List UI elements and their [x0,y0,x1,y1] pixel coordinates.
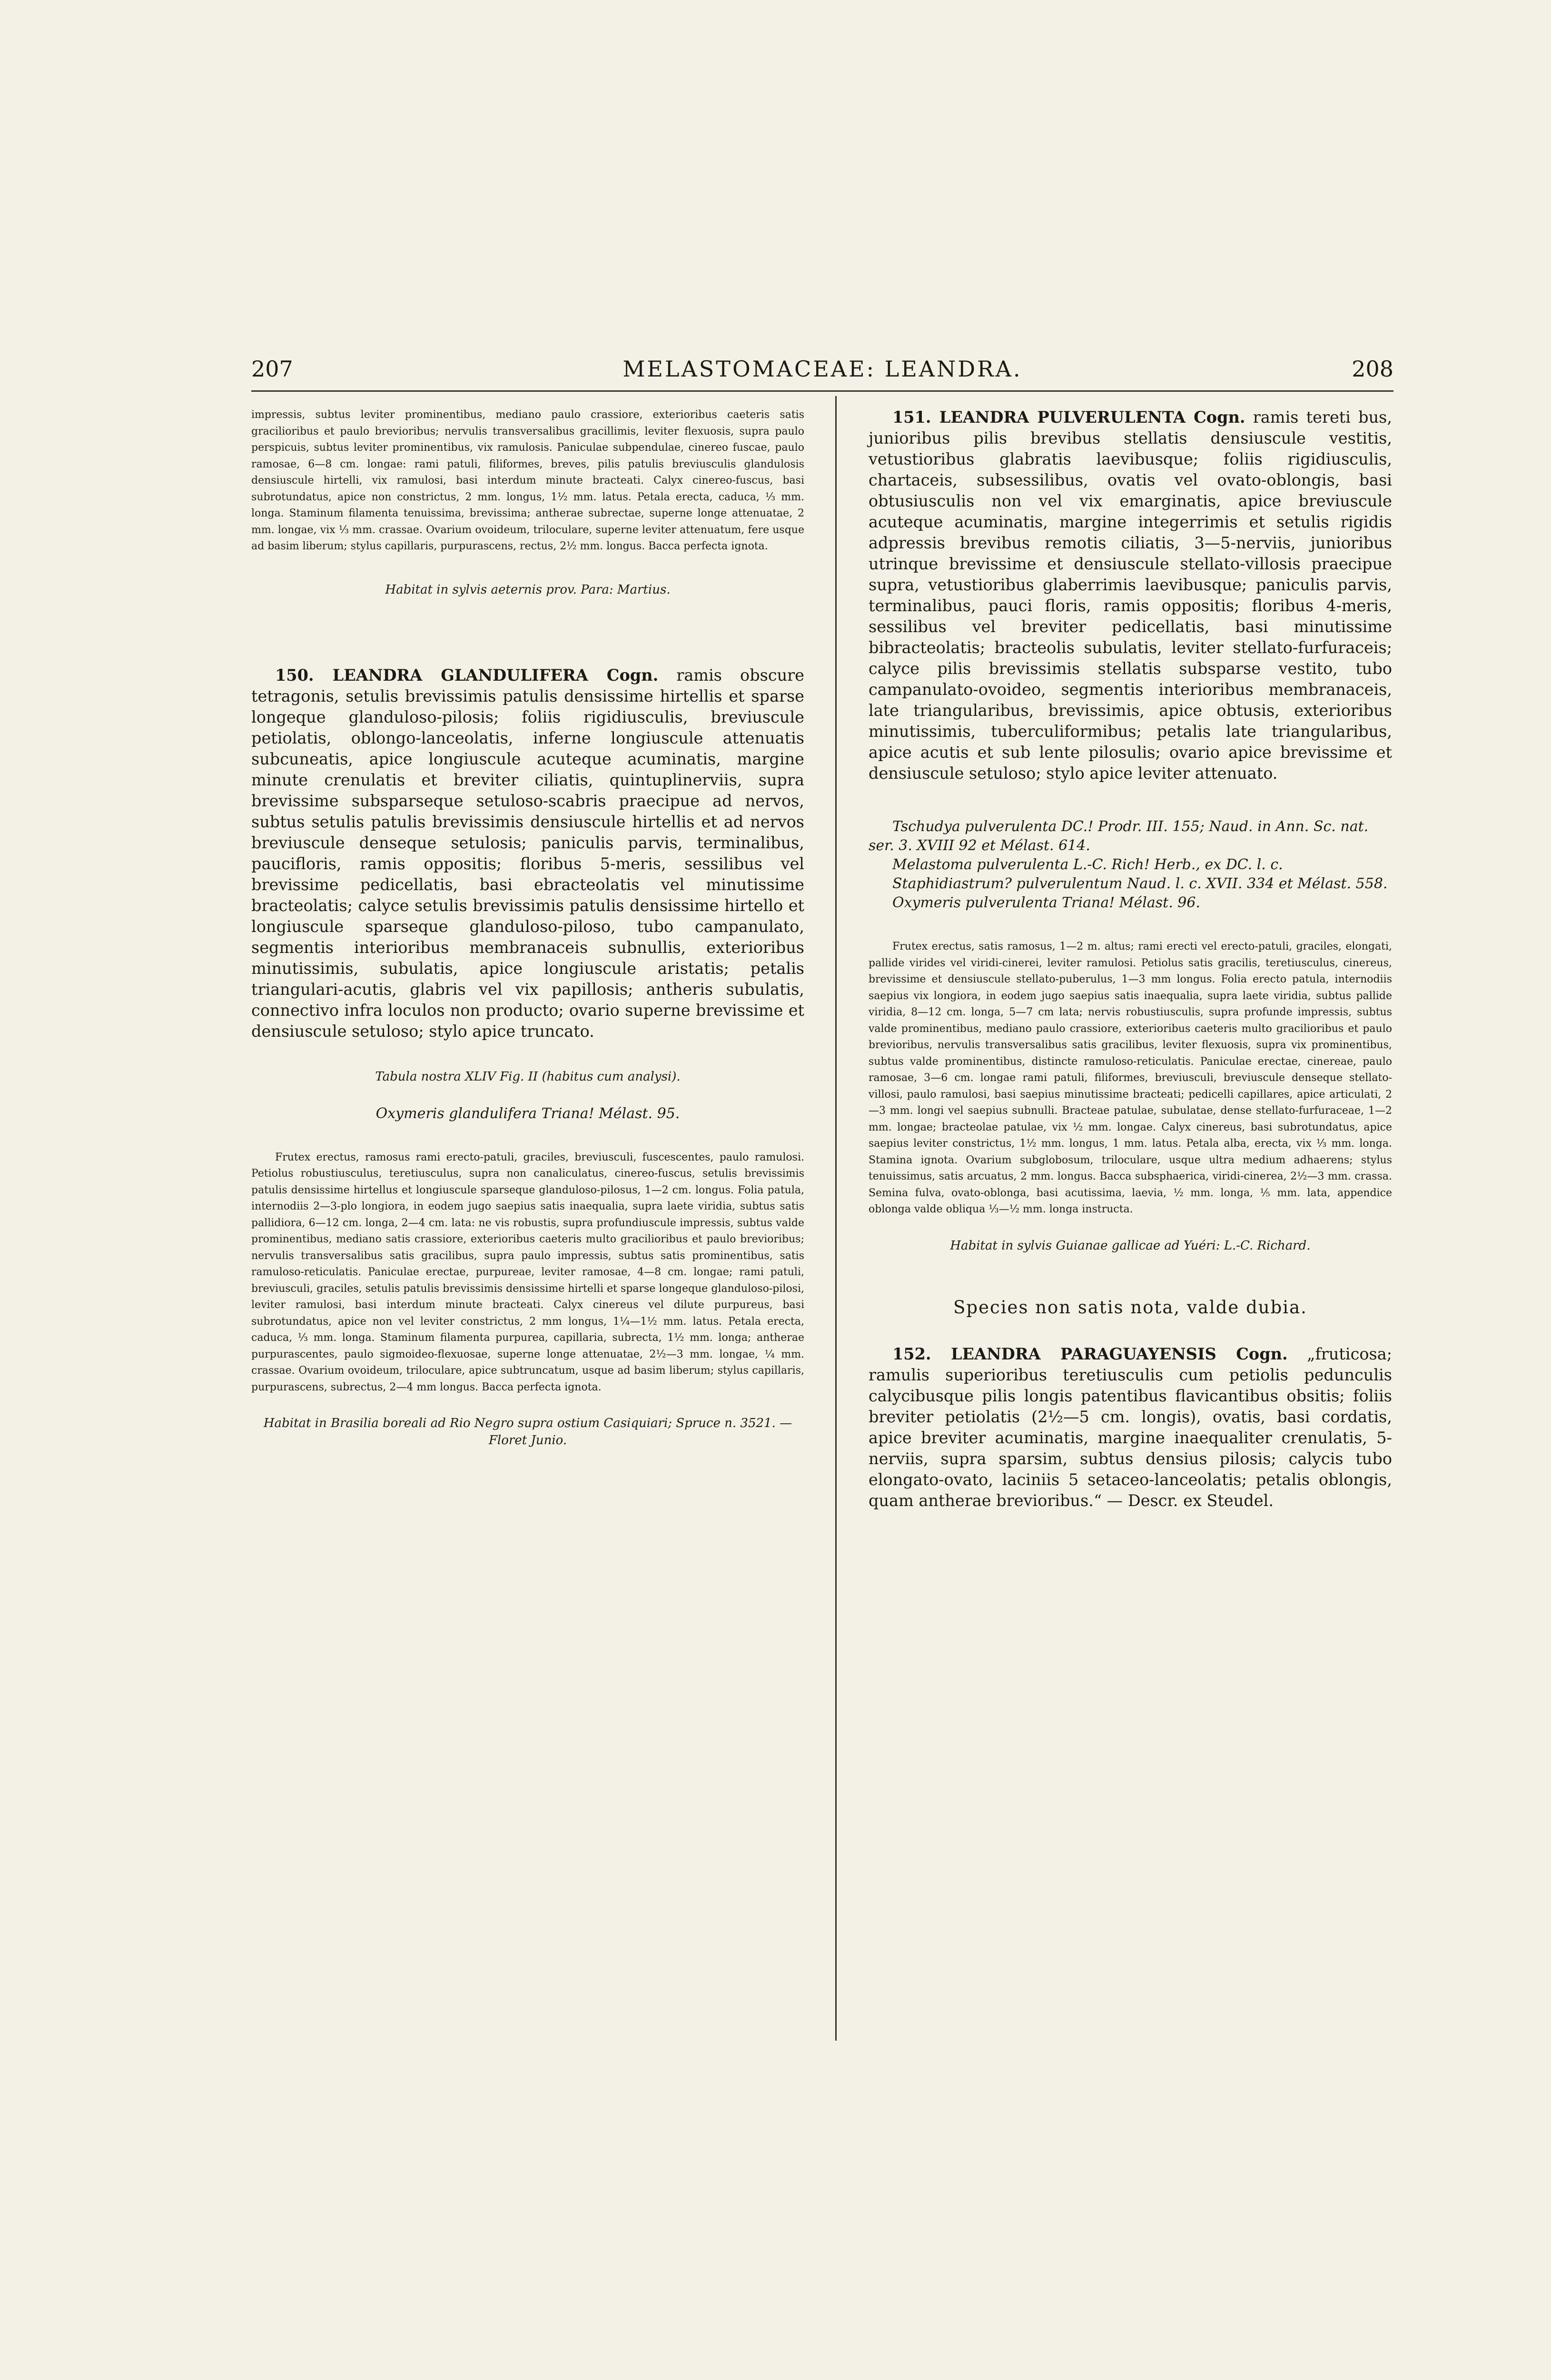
column-divider [835,396,837,2041]
species-152-diagnosis [869,1344,1392,1511]
species-152-text: „fruticosa; ramulis superioribus teretiusculis cum petiolis pedunculis calycibusque pilis longis patentibus flavicantibus obsitis; foliis breviter petiolatis (2½—5 cm. longis), ovatis, basi cordatis, apice breviter acuminatis, margine inaequaliter crenulatis, 5-nerviis, supra sparsim, subtus densius pilosis; calycis tubo elongato-ovato, laciniis 5 setaceo-lanceolatis; petalis oblongis, quam antherae brevioribus.“ — Descr. ex Steudel. [869,1344,1392,1510]
synonym-reference: Staphidiastrum? pulverulentum Naud. l. c. XVII. 334 et Mélast. 558. [892,875,1388,892]
species-152-heading: 152. LEANDRA PARAGUAYENSIS Cogn. [892,1344,1288,1363]
species-151-diagnosis [869,407,1392,784]
running-header [251,356,1393,385]
habitat-note: Habitat in sylvis aeternis prov. Para: Martius. [385,582,671,597]
page-number-left: 207 [251,356,293,382]
species-150-diagnosis [251,665,804,1042]
continued-description: impressis, subtus leviter prominentibus, mediano paulo crassiore, exterioribus caeteris satis gracilioribus et paulo brevioribus; nervulis transversalibus gracillimis, leviter flexuosis, supra paulo perspicuis, subtus leviter prominentibus, vix ramulosis. Paniculae subpendulae, cinereo fuscae, paulo ramosae, 6—8 cm. longae: rami patuli, filiformes, breves, pilis patulis breviusculis glandulosis densiuscule hirtelli, vix ramulosi, basi interdum minute bracteati. Calyx cinereo-fuscus, basi subrotundatus, apice non constrictus, 2 mm. longus, 1½ mm. latus. Petala erecta, caduca, ⅓ mm. longa. Staminum filamenta tenuissima, brevissima; antherae subrectae, superne longe attenuatae, 2 mm. longae, vix ⅓ mm. crassae. Ovarium ovoideum, triloculare, superne leviter attenuatum, fere usque ad basim liberum; stylus capillaris, purpurascens, rectus, 2½ mm. longus. Bacca perfecta ignota. [251,409,804,552]
synonym-list [869,817,1392,912]
right-column [869,407,1392,1511]
species-151-description: Frutex erectus, satis ramosus, 1—2 m. altus; rami erecti vel erecto-patuli, graciles, elongati, pallide virides vel viridi-cinerei, leviter ramulosi. Petiolus satis gracilis, teretiusculus, cinereus, brevissime et densiuscule stellato-puberulus, 1—3 mm longus. Folia erecto patula, internodiis saepius vix longiora, in eodem jugo saepius satis inaequalia, supra laete viridia, subtus pallide viridia, 8—12 cm. longa, 5—7 cm lata; nervis robustiusculis, supra profunde impressis, subtus valde prominentibus, mediano paulo crassiore, exterioribus caeteris multo gracilioribus et paulo brevioribus, nervulis transversalibus satis gracilibus, leviter flexuosis, supra vix prominentibus, subtus valde prominentibus, distincte ramuloso-reticulatis. Paniculae erectae, cinereae, paulo ramosae, 3—6 cm. longae rami patuli, filiformes, breviusculi, breviuscule denseque stellato-villosi, paulo ramulosi, basi saepius minutissime bracteati; pedicelli capillares, apice articulati, 2—3 mm. longi vel saepius subnulli. Bracteae patulae, subulatae, dense stellato-furfuraceae, 1—2 mm. longae; bracteolae patulae, vix ½ mm. longae. Calyx cinereus, basi subrotundatus, apice saepius leviter constrictus, 1½ mm. longus, 1 mm. latus. Petala alba, erecta, vix ⅓ mm. longa. Stamina ignota. Ovarium subglobosum, triloculare, usque ultra medium adhaerens; stylus tenuissimus, satis arcuatus, 2 mm. longus. Bacca subsphaerica, viridi-cinerea, 2½—3 mm. crassa. Semina fulva, ovato-oblonga, basi acutissima, laevia, ½ mm. longa, ⅕ mm. lata, appendice oblonga valde obliqua ⅓—½ mm. longa instructa. [869,941,1392,1215]
species-150-text: ramis obscure tetragonis, setulis brevissimis patulis densissime hirtellis et sparse longeque glanduloso-pilosis; foliis rigidiusculis, breviuscule petiolatis, oblongo-lanceolatis, inferne longiuscule attenuatis subcuneatis, apice longiuscule acuteque acuminatis, margine minute crenulatis et breviter ciliatis, quintuplinerviis, supra brevissime subsparseque setuloso-scabris praecipue ad nervos, subtus setulis patulis brevissimis densiuscule hirtellis et ad nervos breviuscule denseque setulosis; paniculis parvis, terminalibus, paucifloris, ramis oppositis; floribus 5-meris, sessilibus vel brevissime pedicellatis, basi ebracteolatis vel minutissime bracteolatis; calyce setulis brevissimis patulis densissime hirtello et longiuscule sparseque glanduloso-piloso, tubo campanulato, segmentis interioribus membranaceis subnullis, exterioribus minutissimis, subulatis, apice longiuscule aristatis; petalis triangulari-acutis, glabris vel vix papillosis; antheris subulatis, connectivo infra loculos non producto; ovario superne brevissime et densiuscule setuloso; stylo apice truncato. [251,665,805,1041]
running-title: MELASTOMACEAE: LEANDRA. [622,356,1022,382]
synonym-reference: Oxymeris pulverulenta Triana! Mélast. 96. [892,894,1200,911]
page-number-right: 208 [1352,356,1393,382]
section-heading: Species non satis nota, valde dubia. [953,1297,1307,1318]
synonym: Oxymeris glandulifera Triana! Mélast. 95. [375,1105,680,1122]
habitat-note-151: Habitat in sylvis Guianae gallicae ad Yuéri: L.-C. Richard. [950,1238,1311,1253]
habitat-note-150: Habitat in Brasilia boreali ad Rio Negro supra ostium Casiquiari; Spruce n. 3521. — Floret Junio. [263,1416,792,1448]
species-151-heading: 151. LEANDRA PULVERULENTA Cogn. [892,408,1245,426]
left-column [251,407,804,1449]
plate-reference: Tabula nostra XLIV Fig. II (habitus cum analysi). [375,1069,681,1084]
species-150-description: Frutex erectus, ramosus rami erecto-patuli, graciles, breviusculi, fuscescentes, paulo ramulosi. Petiolus robustiusculus, teretiusculus, supra non canaliculatus, cinereo-fuscus, setulis brevissimis patulis densissime hirtellus et longiuscule sparseque glanduloso-pilosus, 1—2 cm. longus. Folia patula, internodiis 2—3-plo longiora, in eodem jugo saepius satis inaequalia, supra laete viridia, subtus satis pallidiora, 6—12 cm. longa, 2—4 cm. lata: ne vis robustis, supra profundiuscule impressis, subtus valde prominentibus, mediano satis crassiore, exterioribus caeteris multo gracilioribus et paulo brevioribus; nervulis transversalibus satis gracilibus, supra paulo impressis, subtus satis prominentibus, satis ramuloso-reticulatis. Paniculae erectae, purpureae, leviter ramosae, 4—8 cm. longae; rami patuli, breviusculi, graciles, setulis patulis brevissimis densissime hirtelli et sparse longeque glanduloso-pilosi, leviter ramulosi, basi interdum minute bracteati. Calyx cinereus vel dilute purpureus, basi subrotundatus, apice non vel leviter constrictus, 2 mm longus, 1¼—1½ mm. latus. Petala erecta, caduca, ⅓ mm. longa. Staminum filamenta purpurea, capillaria, subrecta, 1½ mm. longa; antherae purpurascentes, paulo sigmoideo-flexuosae, superne longe attenuatae, 2½—3 mm. longae, ¼ mm. crassae. Ovarium ovoideum, triloculare, apice subtruncatum, usque ad basim liberum; stylus capillaris, purpurascens, subrectus, 2—4 mm longus. Bacca perfecta ignota. [251,1151,804,1393]
species-151-text: ramis tereti bus, junioribus pilis brevibus stellatis densiuscule vestitis, vetustioribus glabratis laevibusque; foliis rigidiusculis, chartaceis, subsessilibus, ovatis vel ovato-oblongis, basi obtusiusculis non vel vix emarginatis, apice breviuscule acuteque acuminatis, margine integerrimis et setulis rigidis adpressis brevibus remotis ciliatis, 3—5-nerviis, junioribus utrinque brevissime et densiuscule stellato-villosis praecipue supra, vetustioribus glaberrimis laevibusque; paniculis parvis, terminalibus, pauci floris, ramis oppositis; floribus 4-meris, sessilibus vel breviter pedicellatis, basi minutissime bibracteolatis; bracteolis subulatis, leviter stellato-furfuraceis; calyce pilis brevissimis stellatis subsparse vestito, tubo campanulato-ovoideo, segmentis interioribus membranaceis, late triangularibus, brevissimis, apice obtusis, exterioribus minutissimis, tuberculiformibus; petalis late triangularibus, apice acutis et sub lente pilosulis; ovario apice brevissime et densiuscule setuloso; stylo apice leviter attenuato. [869,408,1393,783]
synonym-reference: Tschudya pulverulenta DC.! Prodr. III. 155; Naud. in Ann. Sc. nat. ser. 3. XVIII 92 et Mélast. 614. [869,818,1369,854]
synonym-reference: Melastoma pulverulenta L.-C. Rich! Herb., ex DC. l. c. [892,856,1283,873]
header-rule [251,390,1393,392]
species-150-heading: 150. LEANDRA GLANDULIFERA Cogn. [275,665,659,684]
